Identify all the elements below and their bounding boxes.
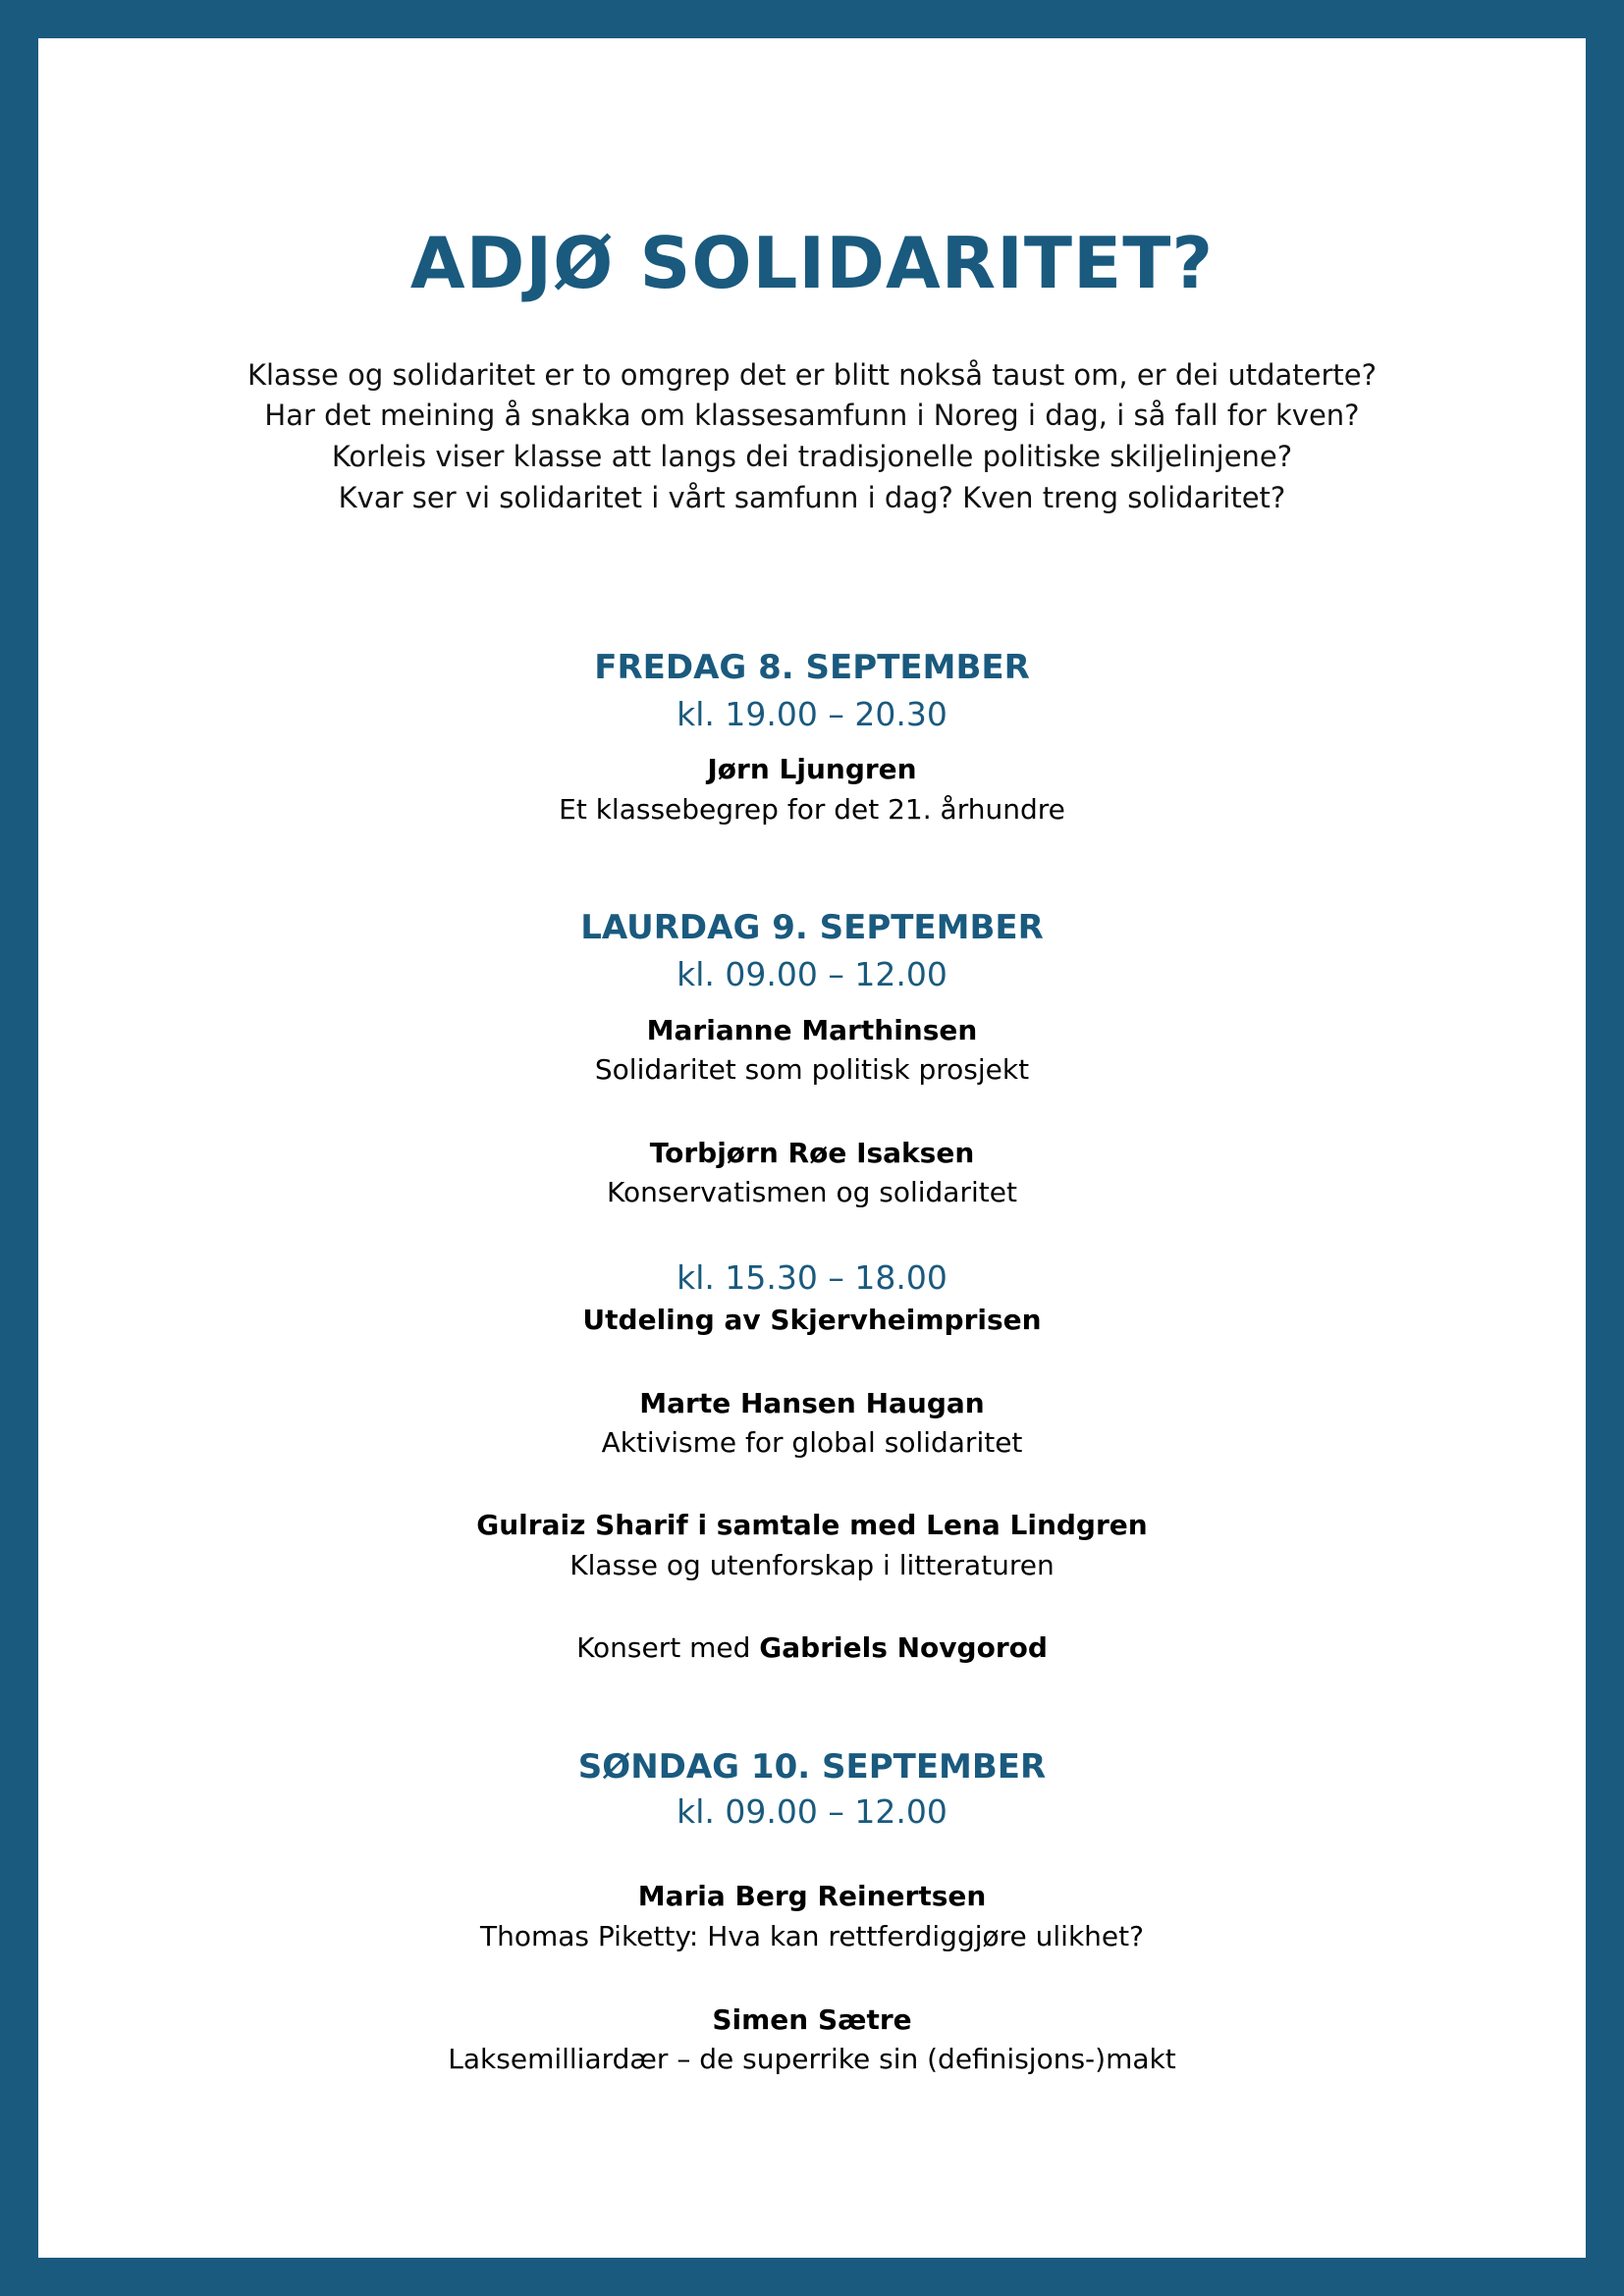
time-slot: kl. 09.00 – 12.00 [677,955,947,993]
talk-title: Konservatismen og solidaritet [607,1176,1017,1208]
day-heading-saturday: LAURDAG 9. SEPTEMBER [580,908,1044,947]
concert-prefix: Konsert med [576,1631,760,1664]
talk-title: Laksemilliardær – de superrike sin (definisjons-)makt [448,2043,1176,2075]
speaker-name: Torbjørn Røe Isaksen [649,1137,975,1169]
day-heading-sunday: SØNDAG 10. SEPTEMBER [577,1747,1047,1787]
intro-line: Har det meining å snakka om klassesamfunn i Noreg i dag, i så fall for kven? [264,399,1360,432]
speaker-name: Gulraiz Sharif i samtale med Lena Lindgren [476,1509,1148,1541]
time-slot: kl. 15.30 – 18.00 [677,1258,947,1297]
speaker-name: Marianne Marthinsen [646,1014,978,1046]
intro-line: Korleis viser klasse att langs dei tradisjonelle politiske skiljelinjene? [331,440,1293,473]
award-title: Utdeling av Skjervheimprisen [582,1304,1042,1336]
talk-title: Et klassebegrep for det 21. århundre [559,793,1065,826]
talk-title: Klasse og utenforskap i litteraturen [569,1549,1055,1581]
speaker-name: Simen Sætre [712,2003,912,2036]
talk-title: Solidaritet som politisk prosjekt [594,1053,1030,1086]
time-slot: kl. 19.00 – 20.30 [677,695,947,733]
speaker-name: Marte Hansen Haugan [639,1387,985,1419]
page-title: ADJØ SOLIDARITET? [409,222,1215,304]
talk-title: Thomas Piketty: Hva kan rettferdiggjøre ulikhet? [480,1920,1144,1952]
concert-band: Gabriels Novgorod [759,1631,1048,1664]
intro-line: Kvar ser vi solidaritet i vårt samfunn i dag? Kven treng solidaritet? [338,481,1286,514]
talk-title: Aktivisme for global solidaritet [601,1426,1023,1459]
concert-line [0,1627,1624,1670]
intro-line: Klasse og solidaritet er to omgrep det er blitt nokså taust om, er dei utdaterte? [246,358,1378,392]
time-slot: kl. 09.00 – 12.00 [677,1792,947,1831]
day-heading-friday: FREDAG 8. SEPTEMBER [594,648,1030,687]
speaker-name: Jørn Ljungren [707,753,917,785]
speaker-name: Maria Berg Reinertsen [637,1880,987,1912]
